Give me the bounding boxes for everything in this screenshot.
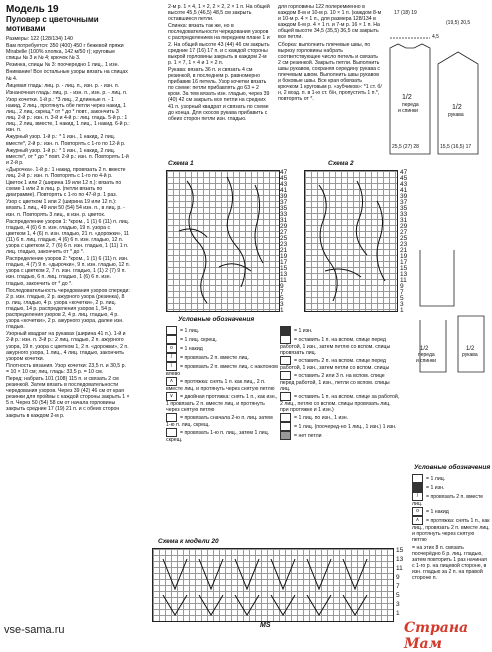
model-subtitle-2: мотивами [6, 24, 46, 33]
stitch-symbol-icon [412, 483, 423, 492]
schema-20-title: Схема к модели 20 [158, 538, 219, 545]
dim-label: (19,5) 20,5 [446, 20, 471, 26]
watermark-right: Страна Мам [404, 620, 469, 652]
legend-item: ∨ = двойная протяжка: снять 1 п., как изн., 1 провязать 2 п. вместе лиц. и протянуть через снятую петлю [166, 393, 278, 413]
paragraph: Лицевая гладь: лиц. р. - лиц. п., изн. р. - изн. п. [6, 82, 120, 89]
paragraph: Ажурный узор. 1-й р.: * 1 изн., 1 накид, 2 лиц. вместе*, от * до * повт. 2-й р.: изн. п. Повторять 1-й и 2-й р. [6, 147, 129, 166]
paragraph: Изнаночная гладь: лиц. р. - изн. п., изн. р. - лиц. п. [6, 89, 128, 96]
stitch-symbol-icon: o [166, 344, 177, 353]
stitch-symbol-icon: ∧ [166, 377, 177, 386]
stitch-symbol-icon: ∨ [166, 392, 177, 401]
schematic-drawing [386, 4, 490, 158]
legend-item: ∧ = протяжка: снять 1 п., как лиц., провязать 2 п. вместе лиц. и протянуть через снятую петлю [412, 517, 490, 543]
legend-2-title: Условные обозначения [414, 464, 491, 471]
legend-item: = на этих 8 п. связать поочерёдно 6 р. лиц. гладью, затем повторить 1 раз начиная с 1-го р. на лицевой стороне, в изн. гладью за 2 п. на правой стороне п. [412, 545, 487, 581]
paragraph: Размеры: 122 (128/134) 140 [6, 36, 73, 42]
flower-motif [167, 171, 279, 311]
legend-item: = 1 изн. [412, 483, 490, 492]
stitch-symbol-icon [280, 371, 291, 380]
paragraph: Распределение узоров 2: *кром., 1 (1) 6 (11) п. изн. гладью, 4 (7) 9 п. «дырочки», 9 п. изн. гладью, 12 п. узора с цветком 2, 7 п. изн. гладью, 1 (1) 2 (7) 9 п. изн. гладью, 6 п. лиц. гладью, 1 (6) 6 п. изн. гладью, закончить от * до *. [6, 256, 130, 287]
legend-item: = 1 лиц. по изн., 1 изн. [280, 413, 400, 422]
legend-item: при протяжке и 1 изн.) [280, 407, 334, 413]
front-back-label: и спинки [398, 108, 418, 114]
paragraph: Последовательность чередования узоров спереди: 2 р. изн. гладью, 2 р. ажурного узора (резинка), 8 р. лиц. гладью, 4 р. узора «кочетки», 2 р. лиц. гладью, 14 р. распределения узоров 1, 54 р. распределения узоров 2, 4 р. лиц. гладью, 4 р. узора «кочетки», 2 р. ажурного узора, далее изн. гладью. [6, 287, 130, 331]
dim-label: 15,5 (16,5) 17 [440, 144, 472, 150]
schema-1-row-numbers: 47 45 43 41 39 37 35 33 31 29 27 25 23 21 19 17 15 13 11 9 7 5 3 1 [280, 169, 288, 314]
stitch-symbol-icon: / [412, 492, 423, 501]
legend-item: = 1 лиц. [412, 474, 490, 483]
legend-item: = 1 лиц. [166, 326, 278, 335]
legend-item: / = провязать 2 п. вместе лиц. [412, 493, 484, 507]
stitch-symbol-icon: o [412, 507, 423, 516]
dim-label: 4,5 [432, 34, 439, 40]
paragraph: Узорный квадрат на рукавах (ширина 41 п.). 1-й и 2-й р.: изн. п. 3-й р.: 2 лиц. гладью, 2 п. ажурного узора, 19 п. узора с цветком 1, 2 п. «дорожки», 2 п. ажурного узора, 1 лиц., 4 лиц. гладью, закончить узором кочетки. [6, 331, 129, 362]
legend-2 [412, 474, 490, 624]
legend-item: o = 1 накид [166, 344, 278, 353]
legend-item: = провязать 1-ю п. лиц., затем 1 лиц. скрещ. [166, 429, 270, 443]
pattern-schematic-2 [414, 240, 490, 380]
stitch-symbol-icon [166, 335, 177, 344]
stitch-symbol-icon [166, 326, 177, 335]
paragraph: Резинка, спицы № 3: поочередно 1 лиц., 1 изн. [6, 62, 119, 69]
legend-item: = оставить 1 п. на вспом. спице перед работой, 1 изн., затем петлю со вспом. спицы провязать лиц. [280, 336, 391, 356]
stitch-symbol-icon [280, 392, 291, 401]
schema-20-grid [152, 548, 394, 622]
paragraph: Узор с цветком 1 или 2 (ширина 19 или 12 п.): вязать 1 лиц., 49 или 50 (54) 54 изн. п., в лиц. р. - изн. п. Повторять 3 лиц., в изн. р. цветок. [6, 199, 125, 218]
stitch-symbol-icon: ∧ [412, 516, 423, 525]
column-1-text [6, 36, 130, 630]
stitch-symbol-icon [280, 431, 291, 440]
sleeve-label: рукава [448, 112, 464, 118]
ms-marker: MS [260, 622, 271, 629]
stitch-symbol-icon [280, 413, 291, 422]
legend-item: o = 1 накид [412, 507, 490, 516]
lace-motif [153, 549, 393, 621]
legend-1-right [280, 326, 400, 448]
stitch-symbol-icon [280, 422, 291, 431]
front-back-label: переда [418, 352, 435, 358]
legend-item: = оставить 2 или 3 п. на вспом. спице перед работой, 1 изн., петли со вспом. спицы лиц. [280, 372, 390, 392]
watermark-left: vse-sama.ru [4, 624, 65, 636]
paragraph: Перед: набрать 101 (108) 115 п. и связать 2 см резинкой. Затем вязать в последовательности чередования узоров. Через 39 (42) 46 см от края резинки для проймы с каждой стороны закрыть 1 × 5 п. Через 50 (54) 58 см от начала горловины закрыть средние 17 (19) 21 п. и с обеих сторон закрыть в каждом 2-м р. [6, 375, 130, 419]
column-2-text [168, 4, 272, 156]
legend-item: = 1 изн. [280, 326, 400, 335]
paragraph: Рукава: вязать 36 п. и связать 4 см резинкой, в последнем р. равномерно прибавив 16 петель. Узор кочетки вязать по схеме: петли прибавлять до 63 + 2 кром. За тем вязать изн. гладью, через 39 (40) 42 см закрыть все петли на средних 41 п. узорный квадрат и связать по схеме до конца. Для скосов рукава прибавить с обеих сторон петли изн. гладью. [168, 66, 270, 122]
flower-motif [305, 171, 397, 311]
stitch-symbol-icon [280, 335, 291, 344]
schema-1-grid [166, 170, 280, 312]
stitch-symbol-icon [166, 413, 177, 422]
stitch-symbol-icon: \ [166, 362, 177, 371]
schema-2-title: Схема 2 [328, 160, 354, 167]
paragraph: Ажурный узор. 1-й р.: * 1 изн., 1 накид, 2 лиц. вместе*, 2-й р.: изн. п. Повторять с 1-го по 12-й р. [6, 134, 126, 147]
sleeve-label: 1/2 [466, 346, 475, 352]
paragraph: Цветок 1 или 2 (ширина 19 или 12 п.): вязать по схеме 1 или 2 в лиц. р. (петли вязать по диаграмме). Повторять с 1-го по 47-й р. 1 раз. [6, 180, 122, 199]
pattern-schematic-1 [386, 4, 490, 158]
stitch-symbol-icon [280, 326, 291, 335]
legend-item: = 1 лиц. скрещ. [166, 335, 278, 344]
legend-item: = оставить 1 п. на вспом. спице за работой, 2 лиц., петлю со вспом. спицы провязать лиц. [280, 393, 400, 407]
legend-item: ∧ = протяжка: снять 1 п. как лиц., 2 п. вместе лиц. и протянуть через снятую петлю [166, 378, 275, 392]
column-3-text [278, 4, 382, 156]
sleeve-label: 1/2 [452, 104, 462, 111]
model-header [6, 4, 126, 33]
model-subtitle-1: Пуловер с цветочными [6, 15, 99, 24]
legend-item: / = провязать 2 п. вместе лиц. [166, 353, 278, 362]
paragraph: Распределение узоров 1: *кром., 1 (1) 6 (11) п. лиц. гладью, 4 (6) 6 п. изн. гладью, 19 п. узора с цветком 1, 4 (6) п. изн. гладью, 21 п. «дорожки», 11 (11) 6 п. лиц. гладью, 4 (6) 6 п. изн. гладью, 12 п. узора с цветком 2, 7 (6) 6 п. изн. гладью, 1 (11) 1 п. лиц. гладью, закончить от * до *. [6, 218, 130, 256]
paragraph: для горловины 122 полеремиенно в каждом 8-м и 10-м р. 10 × 1 п. (каждом 8-м и 10-м р. 4 × 1 п., для размера 128/134 в каждом 6-м р. 4 × 1 п. и 7-м р. 16 × 1 п. На общей высоте 34,5 (35,5) 36,5 см закрыть все петли. [278, 4, 382, 41]
front-back-label: и спинки [416, 358, 436, 364]
dim-label: 17 (18) 19 [394, 10, 417, 16]
paragraph: «Дырочка». 1-й р.: 1 накид, провязать 2 п. вместе лиц. 2-й р.: изн. п. Повторять с 1-го по 4-й р. [6, 166, 126, 179]
schema-20-row-numbers: 15 13 11 9 7 5 3 1 [396, 547, 404, 617]
legend-item: = провязать сначала 2-ю п. лиц. затем 1-ю п. лиц. скрещ. [166, 414, 273, 428]
model-title: Модель 19 [6, 4, 59, 15]
stitch-symbol-icon [280, 356, 291, 365]
paragraph: Внимание! Все остальные узоры вязать на спицах № 4. [6, 69, 128, 82]
paragraph: Вам потребуется: 350 (400) 450 г бежевой пряжи Mirabelle (100% хлопка, 142 м/50 г); круговые спицы № 3 и № 4; крючок № 3. [6, 43, 124, 62]
schema-1-title: Схема 1 [168, 160, 194, 167]
stitch-symbol-icon: / [166, 353, 177, 362]
sleeve-label: рукава [462, 352, 478, 358]
paragraph: Плотность вязания. Узор кочетки: 23,5 п. и 30,5 р. = 10 × 10 см; лиц. гладь: 33,5 р. = 10 см. [6, 362, 126, 375]
stitch-symbol-icon [166, 428, 177, 437]
paragraph: Узор кочетки. 1-й р.: *3 лиц., 2 длинные п. - 1 накид, 2 лиц., протянуть обе петли через накид, 1 лиц., 2 лиц. скрещ.* от * до * повт., закончить 3 лиц. 2-й р.: изн. п. 3-й и 4-й р.: лиц. гладь. 5-й р.: 1 лиц., 2 лиц. вместе, 1 накид, 1 лиц., 1 накид. 6-й р.: изн. п. [6, 96, 130, 134]
legend-item: = 1 лиц. (поочеред-но 1 лиц., 1 изн.) 1 изн. [280, 422, 400, 431]
legend-item: \ = провязать 2 п. вместе лиц. с наклоном влево [166, 363, 278, 377]
schema-2-grid [304, 170, 398, 312]
paragraph: Спинка: вязать так же, но в последовательности чередования узоров с распределением на переднем плане 1 и 2. На общей высоте 43 (44) 46 см закрыть средние 17 (16) 17 п. и с каждой стороны выкрой горловины закрыть в каждом 2-м р. 1 × 7, 1 × 4 и 1 × 2 п. [168, 23, 270, 66]
legend-1-left [166, 326, 278, 448]
front-back-label: 1/2 [402, 94, 412, 101]
paragraph: Сборка: выполнить плечевые швы, по вырезу горловины набрать соответствующее число петель и связать 2 см резинкой. Закрыть петли. Выполнить швы рукавов, сохраняя середину рукава с плечевым швом. Выполнить швы рукавов и боковые швы. Все края обвязать крючком 1 круговым р. «зубчиков»: *1 ст. б/н, 2 возд. п. в 1-ю ст. б/н, пропустить 1 п.*, повторять от *. [278, 41, 382, 103]
legend-1-title: Условные обозначения [178, 316, 255, 323]
schema-2-row-numbers: 47 45 43 41 39 37 35 33 31 29 27 25 23 21 19 17 15 13 11 9 7 5 3 1 [400, 169, 408, 314]
legend-item: = оставить 2 п. на вспом. спице перед работой, 1 изн., затем петли со вспом. спицы [280, 357, 390, 371]
front-back-label: 1/2 [420, 346, 429, 352]
dim-label: 25,5 (27) 28 [392, 144, 419, 150]
front-back-label: переда [402, 102, 419, 108]
legend-item: = нет петли [280, 431, 400, 440]
stitch-symbol-icon [412, 474, 423, 483]
paragraph: 2-м р. 1 × 4, 1 × 2, 2 × 2, 2 × 1 п. На общей высоте 45,5 (46,5) 48,5 см закрыть оставшиеся петли. [168, 4, 270, 23]
